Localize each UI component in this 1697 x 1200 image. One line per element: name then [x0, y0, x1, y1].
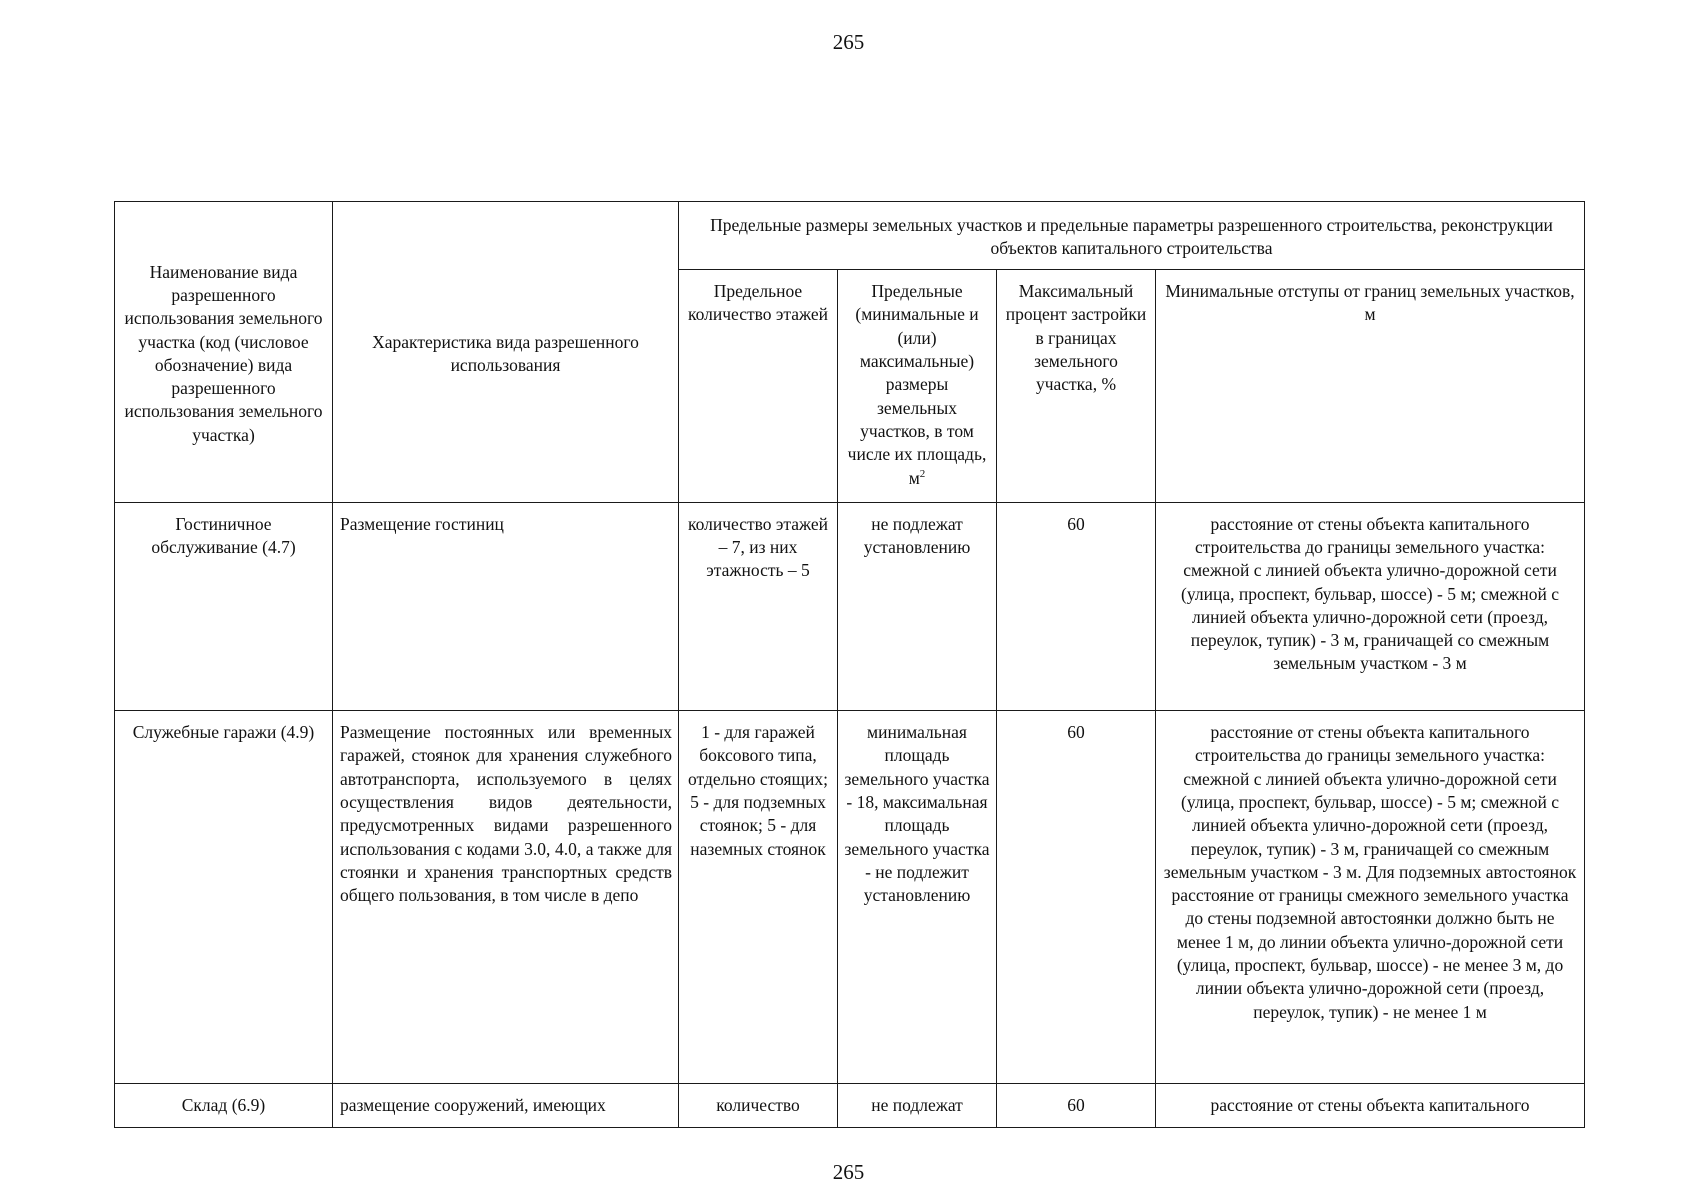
- table-row: [115, 502, 1585, 710]
- table-row: [115, 711, 1585, 1084]
- header-coverage: Максимальный процент застройки в границах земельного участка, %: [997, 270, 1156, 503]
- row-description: размещение сооружений, имеющих: [333, 1083, 679, 1127]
- row-size: минимальная площадь земельного участка - 18, максимальная площадь земельного участка - не подлежит установлению: [838, 711, 997, 1084]
- table-row: [115, 1083, 1585, 1127]
- row-size: не подлежат установлению: [838, 502, 997, 710]
- row-description: Размещение гостиниц: [333, 502, 679, 710]
- row-description: Размещение постоянных или временных гаражей, стоянок для хранения служебного автотранспорта, используемого в целях осуществления видов деятельности, предусмотренных видами разрешенного использования с кодами 3.0, 4.0, а также для стоянки и хранения транспортных средств общего пользования, в том числе в депо: [333, 711, 679, 1084]
- header-limits-group: Предельные размеры земельных участков и предельные параметры разрешенного строительства, реконструкции объектов капитального строительства: [679, 202, 1585, 270]
- header-name: Наименование вида разрешенного использования земельного участка (код (числовое обозначение) вида разрешенного использования земельного участка): [115, 202, 333, 503]
- row-setbacks: расстояние от стены объекта капитального строительства до границы земельного участка: смежной с линией объекта улично-дорожной сети (улица, проспект, бульвар, шоссе) - 5 м; смежной с линией объекта улично-дорожной сети (проезд, переулок, тупик) - 3 м, граничащей со смежным земельным участком - 3 м. Для подземных автостоянок расстояние от границы смежного земельного участка до стены подземной автостоянки должно быть не менее 1 м, до линии объекта улично-дорожной сети (улица, проспект, бульвар, шоссе) - не менее 3 м, до линии объекта улично-дорожной сети (проезд, переулок, тупик) - не менее 1 м: [1156, 711, 1585, 1084]
- header-row-1: [115, 202, 1585, 270]
- row-floors: 1 - для гаражей боксового типа, отдельно стоящих; 5 - для подземных стоянок; 5 - для наземных стоянок: [679, 711, 838, 1084]
- row-size: не подлежат: [838, 1083, 997, 1127]
- page-number-bottom: 265: [832, 1160, 865, 1184]
- page-number-top: 265: [832, 30, 865, 54]
- row-name: Склад (6.9): [115, 1083, 333, 1127]
- header-floors: Предельное количество этажей: [679, 270, 838, 503]
- header-size: [838, 270, 997, 503]
- row-name: Служебные гаражи (4.9): [115, 711, 333, 1084]
- row-coverage: 60: [997, 1083, 1156, 1127]
- regulations-table: [114, 201, 1585, 1128]
- header-setbacks: Минимальные отступы от границ земельных участков, м: [1156, 270, 1585, 503]
- row-coverage: 60: [997, 502, 1156, 710]
- row-floors: количество этажей – 7, из них этажность – 5: [679, 502, 838, 710]
- header-description: Характеристика вида разрешенного использования: [333, 202, 679, 503]
- header-size-sup: 2: [919, 467, 926, 480]
- row-setbacks: расстояние от стены объекта капитального строительства до границы земельного участка: смежной с линией объекта улично-дорожной сети (улица, проспект, бульвар, шоссе) - 5 м; смежной с линией объекта улично-дорожной сети (проезд, переулок, тупик) - 3 м, граничащей со смежным земельным участком - 3 м: [1156, 502, 1585, 710]
- row-setbacks: расстояние от стены объекта капитального: [1156, 1083, 1585, 1127]
- row-name: Гостиничное обслуживание (4.7): [115, 502, 333, 710]
- header-size-text: Предельные (минимальные и (или) максимальные) размеры земельных участков, в том числе их площадь, м: [847, 281, 987, 488]
- row-floors: количество: [679, 1083, 838, 1127]
- row-coverage: 60: [997, 711, 1156, 1084]
